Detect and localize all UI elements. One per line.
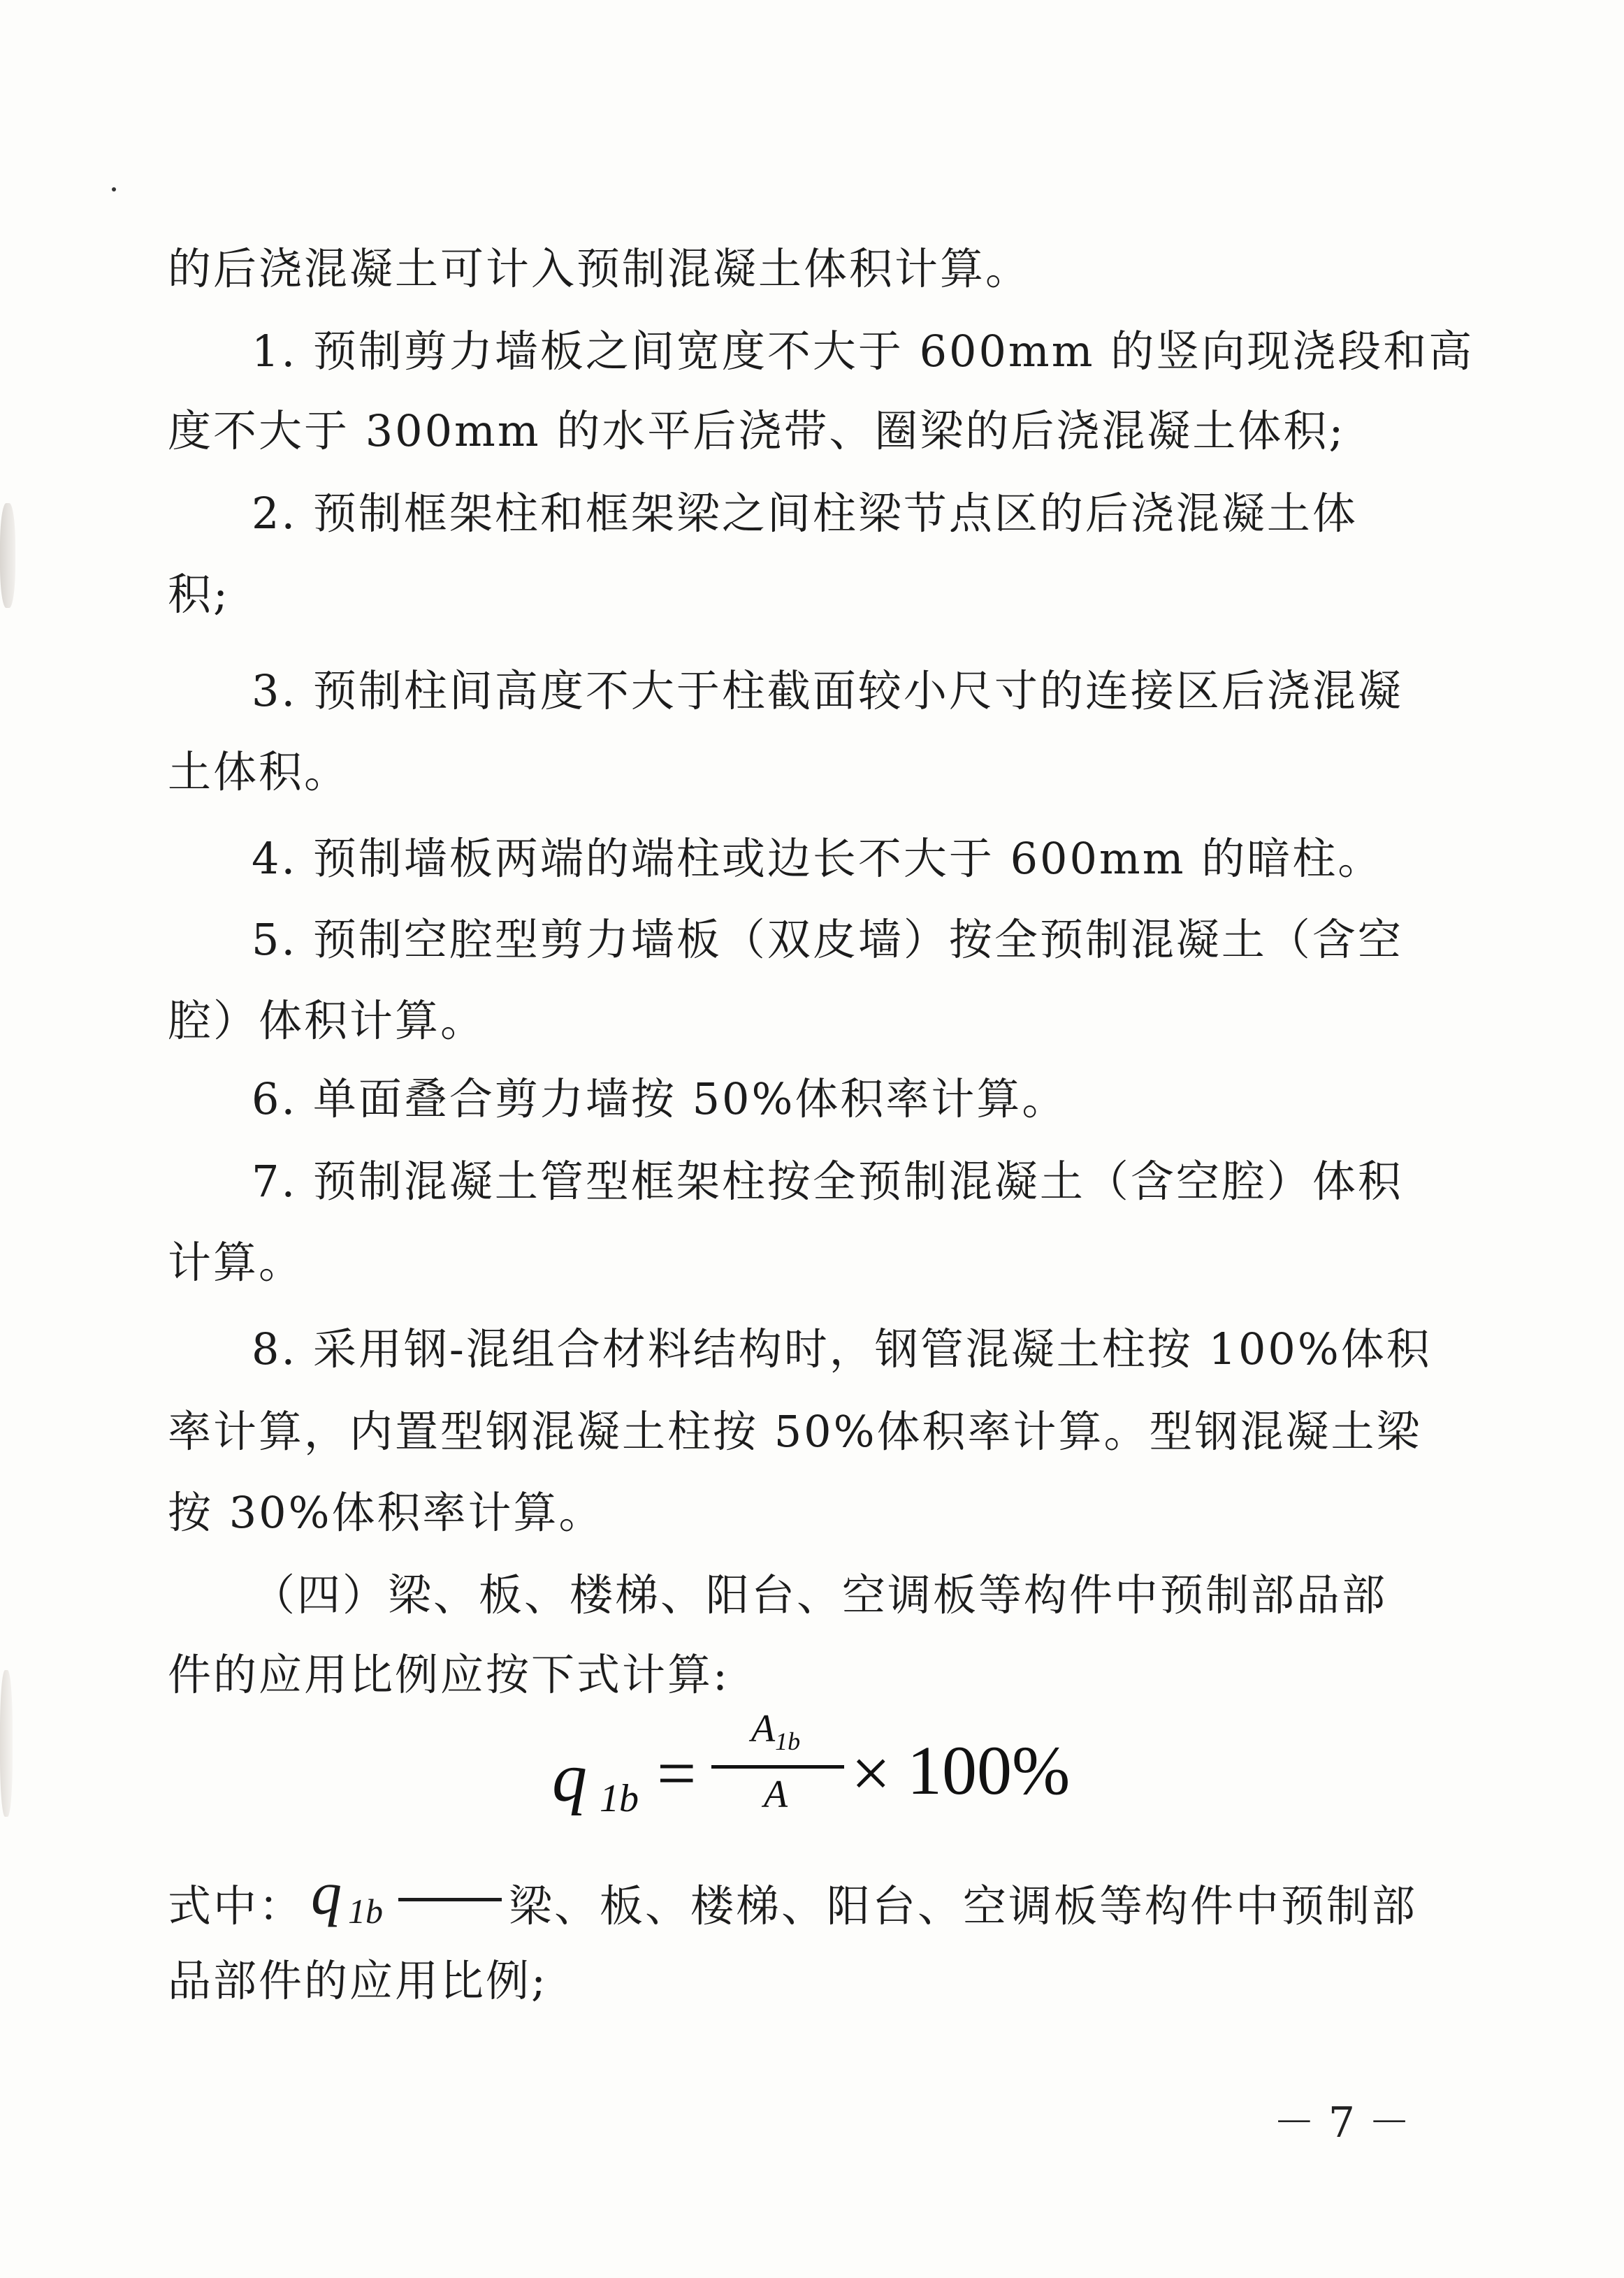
formula-denominator: A bbox=[763, 1773, 788, 1816]
page-number: － 7 － bbox=[1273, 2098, 1411, 2147]
text-line: 率计算，内置型钢混凝土柱按 50%体积率计算。型钢混凝土梁 bbox=[168, 1406, 1422, 1457]
item-1-line: 1. 预制剪力墙板之间宽度不大于 600mm 的竖向现浇段和高 bbox=[252, 326, 1474, 377]
where-definition: 梁、板、楼梯、阳台、空调板等构件中预制部 bbox=[509, 1880, 1418, 1931]
item-7-line: 7. 预制混凝土管型框架柱按全预制混凝土（含空腔）体积 bbox=[252, 1156, 1403, 1207]
scan-speck bbox=[112, 187, 116, 191]
formula-numerator bbox=[709, 1706, 842, 1756]
formula-lhs-subscript: 1b bbox=[600, 1777, 639, 1820]
scan-edge-shadow bbox=[0, 1670, 13, 1817]
text-line: 度不大于 300mm 的水平后浇带、圈梁的后浇混凝土体积; bbox=[168, 405, 1346, 456]
ratio-formula bbox=[552, 1705, 1069, 1845]
item-6-line: 6. 单面叠合剪力墙按 50%体积率计算。 bbox=[252, 1073, 1068, 1124]
section-4-heading: （四）梁、板、楼梯、阳台、空调板等构件中预制部品部 bbox=[252, 1569, 1388, 1620]
item-4-line: 4. 预制墙板两端的端柱或边长不大于 600mm 的暗柱。 bbox=[252, 833, 1384, 884]
text-line: 件的应用比例应按下式计算: bbox=[168, 1649, 730, 1700]
where-symbol-subscript: 1b bbox=[348, 1892, 383, 1931]
numerator-symbol: A bbox=[751, 1707, 776, 1750]
where-symbol: q bbox=[311, 1860, 342, 1928]
text-line: 积; bbox=[168, 569, 230, 620]
formula-equals: = bbox=[657, 1734, 697, 1812]
item-2-line: 2. 预制框架柱和框架梁之间柱梁节点区的后浇混凝土体 bbox=[252, 488, 1358, 539]
scan-edge-shadow bbox=[0, 503, 15, 608]
fraction-bar bbox=[711, 1765, 844, 1769]
numerator-subscript: 1b bbox=[775, 1727, 801, 1756]
formula-times: × bbox=[851, 1734, 891, 1812]
text-line: 按 30%体积率计算。 bbox=[168, 1487, 604, 1538]
where-clause bbox=[168, 1859, 1495, 1943]
text-line: 腔）体积计算。 bbox=[168, 995, 486, 1046]
where-lead: 式中： bbox=[168, 1880, 305, 1931]
text-line: 土体积。 bbox=[168, 746, 350, 797]
formula-percent: 100% bbox=[907, 1732, 1071, 1809]
item-3-line: 3. 预制柱间高度不大于柱截面较小尺寸的连接区后浇混凝 bbox=[252, 665, 1403, 716]
where-continuation: 品部件的应用比例; bbox=[168, 1955, 548, 2006]
text-line: 计算。 bbox=[168, 1237, 305, 1288]
text-line: 的后浇混凝土可计入预制混凝土体积计算。 bbox=[168, 243, 1031, 294]
item-5-line: 5. 预制空腔型剪力墙板（双皮墙）按全预制混凝土（含空 bbox=[252, 914, 1403, 965]
em-dash bbox=[398, 1898, 502, 1901]
formula-lhs-symbol: q bbox=[552, 1739, 587, 1816]
item-8-line: 8. 采用钢-混组合材料结构时，钢管混凝土柱按 100%体积 bbox=[252, 1323, 1432, 1374]
